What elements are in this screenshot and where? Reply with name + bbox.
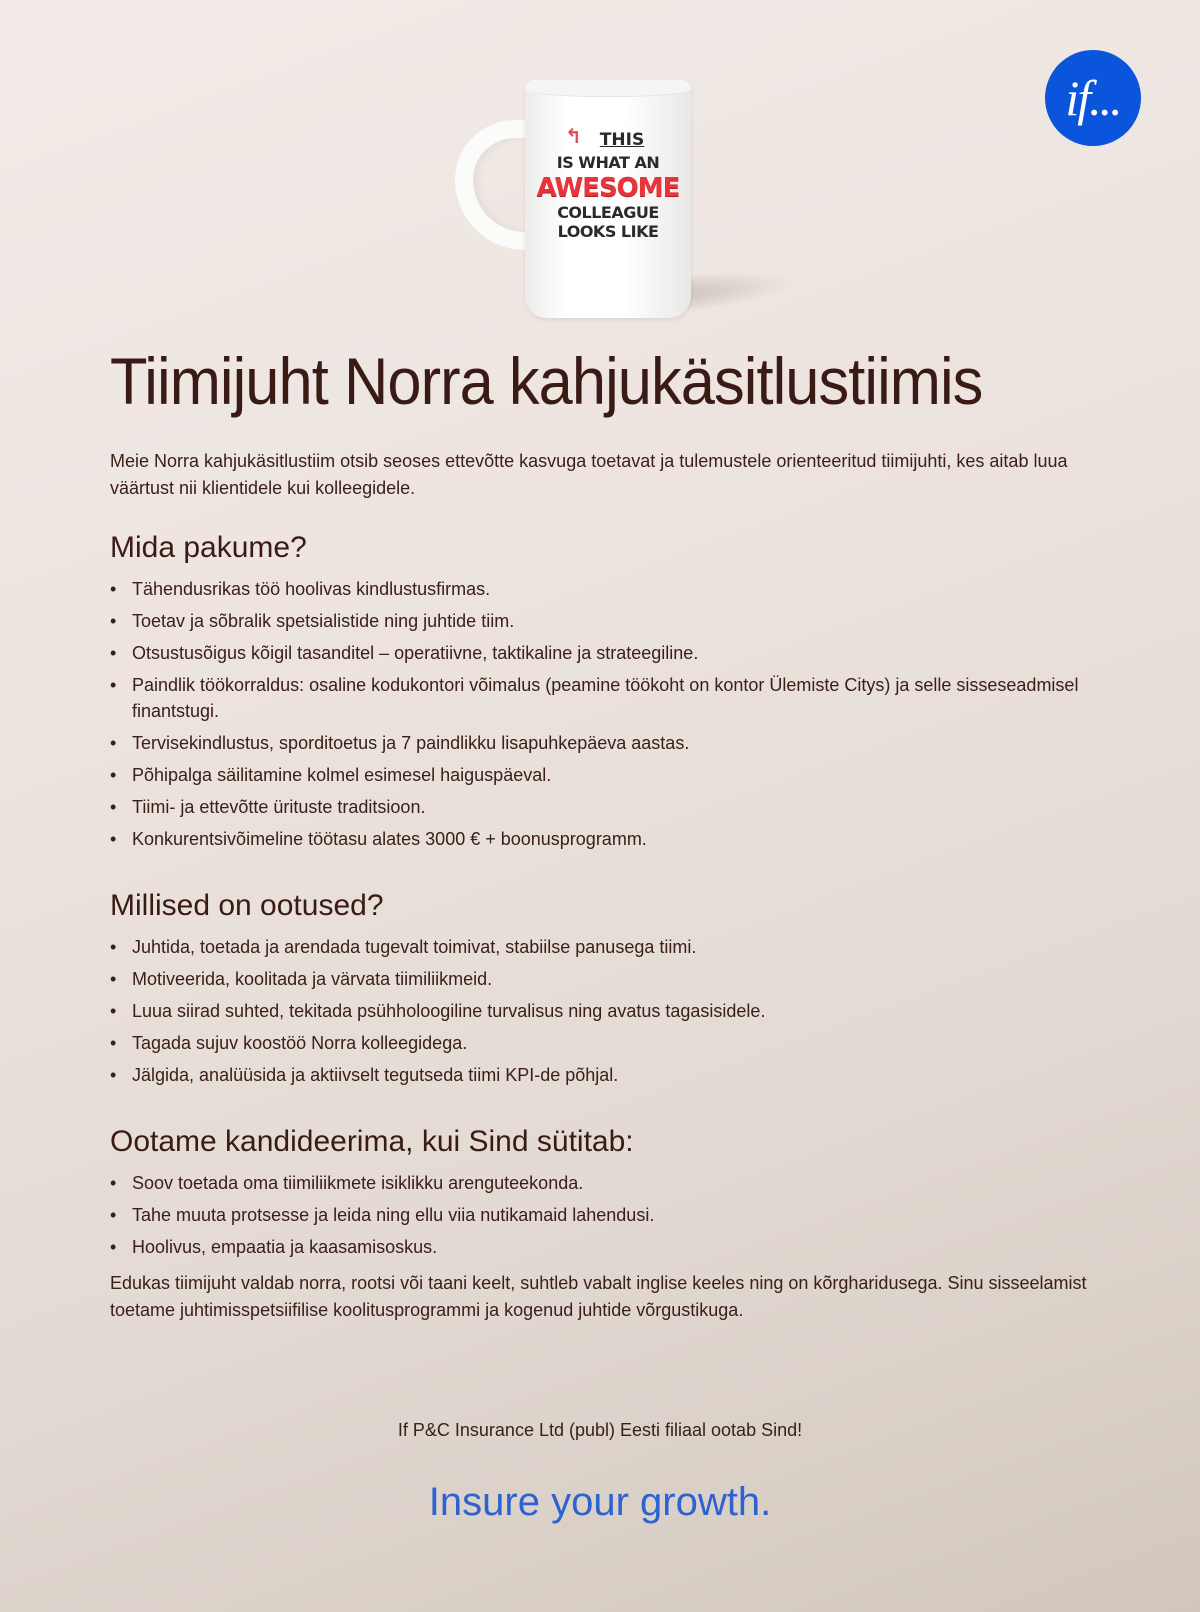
mug-print (525, 124, 691, 241)
section-motivation (110, 1124, 1110, 1260)
outro-paragraph: Edukas tiimijuht valdab norra, rootsi või taani keelt, suhtleb vabalt inglise keeles ning on kõrgharidusega. Sinu sisseelamist toetame juhtimisspetsiifilise koolitusprogrammi ja kogenud juhtide võrgustikuga. (110, 1272, 1087, 1320)
list-item: • Toetav ja sõbralik spetsialistide ning juhtide tiim. (110, 608, 1110, 634)
list-item: • Tervisekindlustus, sporditoetus ja 7 paindlikku lisapuhkepäeva aastas. (110, 730, 1110, 756)
list-item: • Tähendusrikas töö hoolivas kindlustusfirmas. (110, 576, 1110, 602)
list-item: • Tahe muuta protsesse ja leida ning ellu viia nutikamaid lahendusi. (110, 1202, 1110, 1228)
job-ad-content (110, 345, 1110, 1342)
list-item: • Konkurentsivõimeline töötasu alates 3000 € + boonusprogramm. (110, 826, 1110, 852)
expectations-list (110, 934, 1110, 1088)
list-item: • Paindlik töökorraldus: osaline kodukontori võimalus (peamine töökoht on kontor Ülemiste Citys) ja selle sisseseadmisel finantstugi. (110, 672, 1110, 724)
list-item: • Hoolivus, empaatia ja kaasamisoskus. (110, 1234, 1110, 1260)
section-heading: Mida pakume? (110, 530, 307, 564)
list-item: • Soov toetada oma tiimiliikmete isiklikku arenguteekonda. (110, 1170, 1110, 1196)
section-heading: Ootame kandideerima, kui Sind sütitab: (110, 1124, 634, 1158)
list-item: • Luua siirad suhted, tekitada psühholoogiline turvalisus ning avatus tagasisidele. (110, 998, 1110, 1024)
arrow-up-icon: ↰ (565, 124, 582, 148)
mug-image (455, 80, 815, 330)
mug-line-awesome: AWESOME (536, 173, 680, 203)
list-item: • Otsustusõigus kõigil tasanditel – operatiivne, taktikaline ja strateegiline. (110, 640, 1110, 666)
list-item: • Juhtida, toetada ja arendada tugevalt toimivat, stabiilse panusega tiimi. (110, 934, 1110, 960)
if-logo (1045, 50, 1141, 146)
list-item: • Tagada sujuv koostöö Norra kolleegidega. (110, 1030, 1110, 1056)
section-expectations (110, 888, 1110, 1088)
tagline: Insure your growth. (428, 1480, 772, 1524)
mug-line-2: IS WHAT AN (556, 153, 660, 172)
list-item: • Jälgida, analüüsida ja aktiivselt tegutseda tiimi KPI-de põhjal. (110, 1062, 1110, 1088)
section-heading: Millised on ootused? (110, 888, 384, 922)
section-offer (110, 530, 1110, 852)
logo-text: if... (1065, 70, 1121, 126)
mug-rim (525, 80, 691, 97)
company-line: If P&C Insurance Ltd (publ) Eesti filiaal ootab Sind! (397, 1420, 803, 1440)
mug-line-1: THIS (599, 130, 645, 150)
mug-handle (455, 120, 535, 250)
list-item: • Motiveerida, koolitada ja värvata tiimiliikmeid. (110, 966, 1110, 992)
mug-line-4: COLLEAGUE (557, 203, 659, 222)
motivation-list (110, 1170, 1110, 1260)
offer-list (110, 576, 1110, 852)
mug-body (525, 80, 691, 318)
intro-paragraph: Meie Norra kahjukäsitlustiim otsib seoses ettevõtte kasvuga toetavat ja tulemustele orienteeritud tiimijuhti, kes aitab luua väärtust nii klientidele kui kolleegidele. (110, 450, 1068, 498)
list-item: • Põhipalga säilitamine kolmel esimesel haiguspäeval. (110, 762, 1110, 788)
mug-line-5: LOOKS LIKE (557, 222, 659, 241)
page-title: Tiimijuht Norra kahjukäsitlustiimis (110, 344, 983, 418)
list-item: • Tiimi- ja ettevõtte ürituste traditsioon. (110, 794, 1110, 820)
